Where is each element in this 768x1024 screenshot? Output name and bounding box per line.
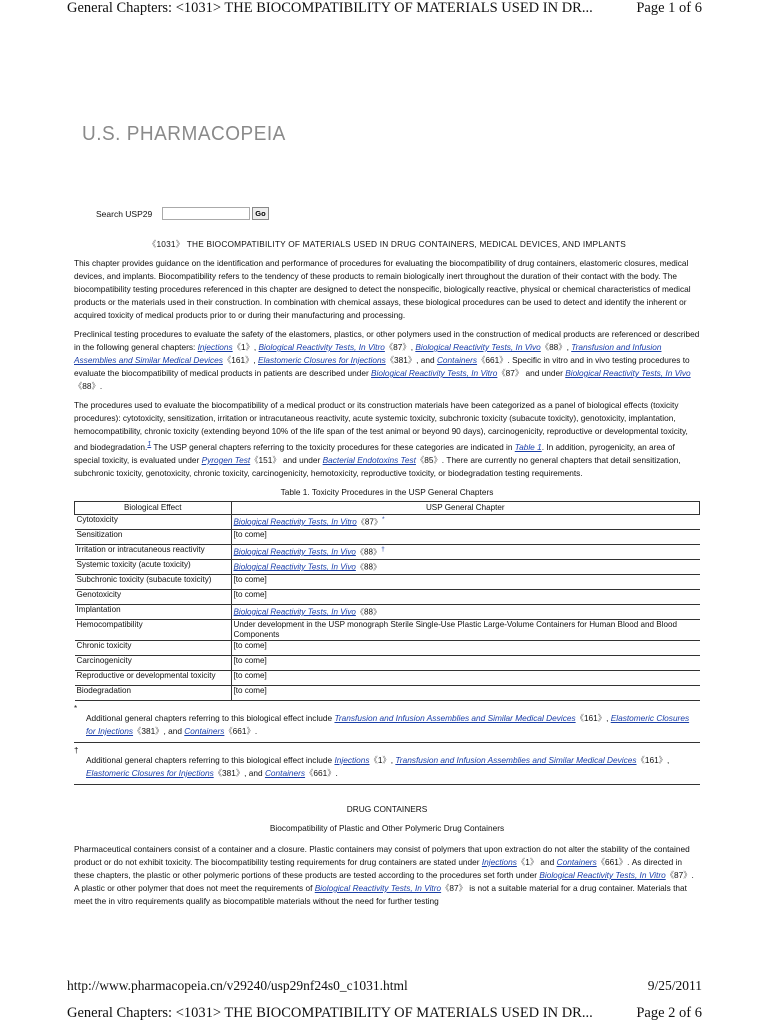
link-table-1[interactable]: Table 1 [514, 441, 542, 452]
biological-effect-cell: Biodegradation [75, 685, 232, 700]
chapter-text: [to come] [233, 574, 267, 584]
table-header: USP General Chapter [231, 501, 700, 514]
table-caption: Table 1. Toxicity Procedures in the USP General Chapters [280, 486, 494, 497]
usp-logo[interactable]: U.S. PHARMACOPEIA [82, 123, 286, 146]
link-bio-in-vitro[interactable]: Biological Reactivity Tests, In Vitro [539, 869, 666, 880]
chapter-text: Under development in the USP monograph Sterile Single-Use Plastic Large-Volume Containers for Human Blood and Blood Components [233, 619, 677, 639]
footnote-2: † Additional general chapters referring to this biological effect include Injections《1》, Transfusion and Infusion Assemblies and Similar Medical Devices《161》, Elastomeric Closures for Injections《381》, and Containers《661》. [74, 747, 700, 785]
preclinical-paragraph: Preclinical testing procedures to evaluate the safety of the elastomers, plastics, or other polymers used in the construction of medical products are referenced or described in the following general chapters: Injections《1》, Biological Reactivity Tests, In Vitro《87》, Biological Reactivity Tests, In Vivo《88》, Transfusion and Infusion Assemblies and Similar Medical Devices《161》, Elastomeric Closures for Injections《381》, and Containers《661》. Specific in vitro and in vivo testing procedures to evaluate the biocompatibility of medical products in patients are described under Biological Reactivity Tests, In Vitro《87》 and under Biological Reactivity Tests, In Vivo《88》. [74, 329, 700, 391]
link-containers[interactable]: Containers [184, 725, 225, 736]
search-bar [96, 207, 269, 220]
table-row [75, 559, 700, 574]
biological-effect-cell: Chronic toxicity [75, 640, 232, 655]
usp-chapter-cell [231, 685, 700, 700]
header-title: General Chapters: <1031> THE BIOCOMPATIBILITY OF MATERIALS USED IN DR... [67, 0, 593, 16]
link-transfusion[interactable]: Transfusion and Infusion Assemblies and Similar Medical Devices [334, 712, 576, 723]
link-injections[interactable]: Injections [197, 342, 233, 352]
chapter-number: 《87》 [356, 517, 382, 527]
chapter-link[interactable]: Biological Reactivity Tests, In Vivo [233, 607, 356, 617]
footnote-mark[interactable]: * [381, 515, 385, 523]
link-injections[interactable]: Injections [334, 754, 370, 765]
chapter-number: 《88》 [355, 607, 382, 617]
table-row [75, 685, 700, 700]
chapter-title: 《1031》 THE BIOCOMPATIBILITY OF MATERIALS USED IN DRUG CONTAINERS, MEDICAL DEVICES, AND IMPLANTS [147, 239, 627, 249]
link-containers[interactable]: Containers [436, 355, 478, 365]
usp-chapter-cell [231, 655, 700, 670]
table-row [75, 670, 700, 685]
link-transfusion[interactable]: Transfusion and Infusion Assemblies and Similar Medical Devices [395, 754, 637, 765]
table-row [75, 655, 700, 670]
table-row [75, 514, 700, 529]
containers-paragraph: Pharmaceutical containers consist of a container and a closure. Plastic containers may consist of polymers that upon extraction do not alter the stability of the contained product or do not exhibit toxicity. The biocompatibility testing requirements for drug containers are stated under Injections《1》 and Containers《661》. As directed in these chapters, the plastic or other polymeric portions of these products are tested according to the procedures set forth under Biological Reactivity Tests, In Vitro《87》. A plastic or other polymer that does not meet the requirements of Biological Reactivity Tests, In Vitro《87》 is not a suitable material for a drug container. Materials that meet the in vitro requirements qualify as biocompatible materials without the need for further testing [74, 843, 694, 906]
usp-chapter-cell [231, 574, 700, 589]
chapter-text: [to come] [233, 589, 267, 599]
footer-url: http://www.pharmacopeia.cn/v29240/usp29nf24s0_c1031.html [67, 978, 408, 993]
footer-date: 9/25/2011 [647, 978, 702, 993]
footnote-1: * Additional general chapters referring to this biological effect include Transfusion and Infusion Assemblies and Similar Medical Devices《161》, Elastomeric Closures for Injections《381》, and Containers《661》. [74, 705, 700, 743]
link-injections[interactable]: Injections [481, 856, 517, 867]
chapter-text: [to come] [233, 640, 267, 650]
biological-effect-cell: Implantation [75, 604, 232, 619]
chapter-text: [to come] [233, 670, 267, 680]
biological-effect-cell: Hemocompatibility [75, 619, 232, 640]
section-heading: DRUG CONTAINERS [346, 803, 428, 814]
usp-chapter-cell [231, 529, 700, 544]
header-title: General Chapters: <1031> THE BIOCOMPATIBILITY OF MATERIALS USED IN DR... [67, 1005, 593, 1021]
link-bio-in-vitro[interactable]: Biological Reactivity Tests, In Vitro [258, 342, 385, 352]
link-transfusion[interactable]: Transfusion and Infusion Assemblies and Similar Medical Devices [74, 342, 662, 365]
table-row [75, 589, 700, 604]
biological-effect-cell: Systemic toxicity (acute toxicity) [75, 559, 232, 574]
link-elastomeric[interactable]: Elastomeric Closures for Injections [258, 355, 386, 365]
header-page-number: Page 1 of 6 [636, 0, 702, 16]
table-header: Biological Effect [75, 501, 232, 514]
go-button[interactable]: Go [252, 207, 268, 220]
usp-chapter-cell [231, 589, 700, 604]
link-bio-in-vivo[interactable]: Biological Reactivity Tests, In Vivo [415, 342, 541, 352]
link-containers[interactable]: Containers [264, 767, 306, 778]
page-footer [67, 978, 702, 994]
chapter-text: [to come] [233, 685, 267, 695]
link-elastomeric[interactable]: Elastomeric Closures for Injections [86, 767, 214, 778]
intro-paragraph: This chapter provides guidance on the identification and performance of procedures for evaluating the biocompatibility of drug containers, elastomeric closures, medical devices, and implants. Biocompatibility refers to the tendency of these products to remain biologically inert throughout the duration of their contact with the body. The biocompatibility testing procedures referenced in this chapter are designed to detect the nonspecific, biologically reactive, physical or chemical characteristics of medical products or the materials used in their construction. In combination with chemical assays, these biological procedures can be used to detect and identify the inherent or acquired toxicity of medical products prior to or during their manufacturing and processing. [74, 258, 691, 320]
procedures-paragraph: The procedures used to evaluate the biocompatibility of a medical product or its construction materials have been categorized as a panel of biological effects (toxicity procedures): cytotoxicity, sensitization, irritation or intracutaneous reactivity, acute systemic toxicity, subchronic toxicity (subacute toxicity), genotoxicity, implantation, hemocompatibility, chronic toxicity (extending beyond 10% of the life span of the test animal or beyond 90 days), carcinogenicity, reproductive or developmental toxicity, and biodegradation.$^1$ The USP general chapters referring to the toxicity procedures for these categories are indicated in Table 1. In addition, pyrogenicity, an area of special toxicity, is evaluated under Pyrogen Test《151》 and under Bacterial Endotoxins Test《85》. There are currently no general chapters that detail sensitization, subchronic toxicity, genotoxicity, chronic toxicity, carcinogenicity, hemotoxicity, reproductive toxicity, or biodegradation testing requirements. [74, 400, 688, 478]
chapter-link[interactable]: Biological Reactivity Tests, In Vitro [233, 517, 357, 527]
chapter-link[interactable]: Biological Reactivity Tests, In Vivo [233, 562, 356, 572]
usp-chapter-cell [231, 670, 700, 685]
biological-effect-cell: Carcinogenicity [75, 655, 232, 670]
link-bio-in-vitro-2[interactable]: Biological Reactivity Tests, In Vitro [314, 882, 442, 893]
table-row [75, 640, 700, 655]
next-page-header [67, 1005, 702, 1022]
footnote-mark[interactable]: † [381, 545, 385, 553]
table-row [75, 544, 700, 559]
chapter-text: [to come] [233, 529, 267, 539]
biological-effect-cell: Subchronic toxicity (subacute toxicity) [75, 574, 232, 589]
footnote-link[interactable]: 1 [147, 441, 152, 448]
usp-chapter-cell [231, 619, 700, 640]
link-elastomeric[interactable]: Elastomeric Closures for Injections [86, 712, 690, 736]
table-row [75, 529, 700, 544]
biological-effect-cell: Sensitization [75, 529, 232, 544]
table-row [75, 574, 700, 589]
link-endotoxins-test[interactable]: Bacterial Endotoxins Test [322, 454, 416, 465]
link-containers[interactable]: Containers [556, 856, 597, 867]
biological-effect-cell: Irritation or intracutaneous reactivity [75, 544, 232, 559]
usp-chapter-cell [231, 559, 700, 574]
usp-chapter-cell [231, 544, 700, 559]
link-bio-in-vitro-2[interactable]: Biological Reactivity Tests, In Vitro [371, 368, 498, 378]
toxicity-table [74, 501, 700, 701]
chapter-text: [to come] [233, 655, 267, 665]
header-page-number: Page 2 of 6 [636, 1005, 702, 1021]
page-header [67, 0, 702, 17]
search-input[interactable] [162, 207, 250, 220]
chapter-number: 《88》 [355, 547, 382, 557]
link-bio-in-vivo-2[interactable]: Biological Reactivity Tests, In Vivo [565, 368, 691, 378]
usp-chapter-cell [231, 640, 700, 655]
search-label: Search USP29 [96, 208, 153, 219]
link-pyrogen-test[interactable]: Pyrogen Test [201, 454, 251, 465]
biological-effect-cell: Reproductive or developmental toxicity [75, 670, 232, 685]
chapter-number: 《88》 [355, 562, 382, 572]
usp-chapter-cell [231, 514, 700, 529]
table-row [75, 619, 700, 640]
chapter-content [74, 238, 700, 914]
biological-effect-cell: Cytotoxicity [75, 514, 232, 529]
chapter-link[interactable]: Biological Reactivity Tests, In Vivo [233, 547, 356, 557]
usp-chapter-cell [231, 604, 700, 619]
biological-effect-cell: Genotoxicity [75, 589, 232, 604]
table-row [75, 604, 700, 619]
subsection-heading: Biocompatibility of Plastic and Other Polymeric Drug Containers [269, 822, 505, 833]
